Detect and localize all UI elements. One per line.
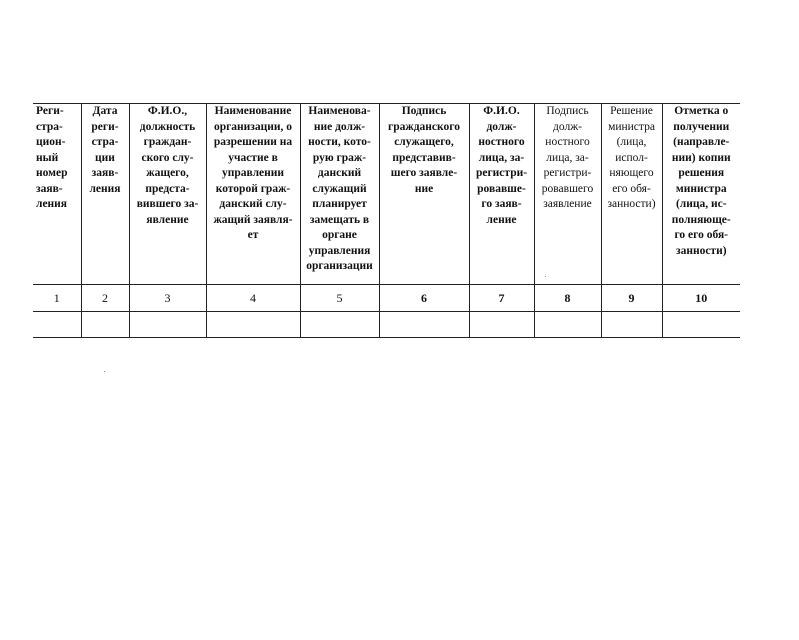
empty-cell xyxy=(81,312,129,338)
empty-cell xyxy=(300,312,379,338)
empty-cell xyxy=(469,312,534,338)
header-cell-employee-signature: Подпись гражданского служащего, представив- шего заявле- ние xyxy=(379,104,469,285)
empty-cell xyxy=(33,312,81,338)
header-cell-employee-name-position: Ф.И.О., должность граждан- ского слу- жащего, предста- вившего за- явление xyxy=(129,104,206,285)
header-cell-copy-receipt-mark: Отметка о получении (направле- нии) копии решения министра (лица, ис- полняюще- го его обя- занности) xyxy=(662,104,740,285)
column-number: 3 xyxy=(129,285,206,312)
header-cell-minister-decision: Решение министра (лица, испол- няющего его обя- занности) xyxy=(601,104,662,285)
column-number: 4 xyxy=(206,285,300,312)
header-cell-organization-name: Наименование организации, о разрешении на участие в управлении которой граж- данский слу- жащий заявля- ет xyxy=(206,104,300,285)
empty-cell xyxy=(379,312,469,338)
header-row xyxy=(33,104,740,285)
header-cell-planned-position: Наименова- ние долж- ности, кото- рую граж- данский служащий планирует замещать в органе управления организации xyxy=(300,104,379,285)
column-number: 9 xyxy=(601,285,662,312)
column-number: 1 xyxy=(33,285,81,312)
column-number: 7 xyxy=(469,285,534,312)
column-number: 5 xyxy=(300,285,379,312)
empty-cell xyxy=(601,312,662,338)
empty-cell xyxy=(129,312,206,338)
header-cell-registration-number: Реги- стра- цион- ный номер заяв- ления xyxy=(33,104,81,285)
table-row xyxy=(33,312,740,338)
column-number: 2 xyxy=(81,285,129,312)
column-number-row xyxy=(33,285,740,312)
scan-speck xyxy=(104,371,105,372)
empty-cell xyxy=(534,312,601,338)
column-number: 8 xyxy=(534,285,601,312)
scan-speck xyxy=(545,276,546,277)
header-cell-registration-date: Дата реги- стра- ции заяв- ления xyxy=(81,104,129,285)
column-number: 10 xyxy=(662,285,740,312)
registration-journal-table xyxy=(33,103,740,338)
empty-cell xyxy=(206,312,300,338)
empty-cell xyxy=(662,312,740,338)
column-number: 6 xyxy=(379,285,469,312)
header-cell-official-name: Ф.И.О. долж- ностного лица, за- регистри- ровавше- го заяв- ление xyxy=(469,104,534,285)
header-cell-official-signature: Подпись долж- ностного лица, за- регистри- ровавшего заявление xyxy=(534,104,601,285)
